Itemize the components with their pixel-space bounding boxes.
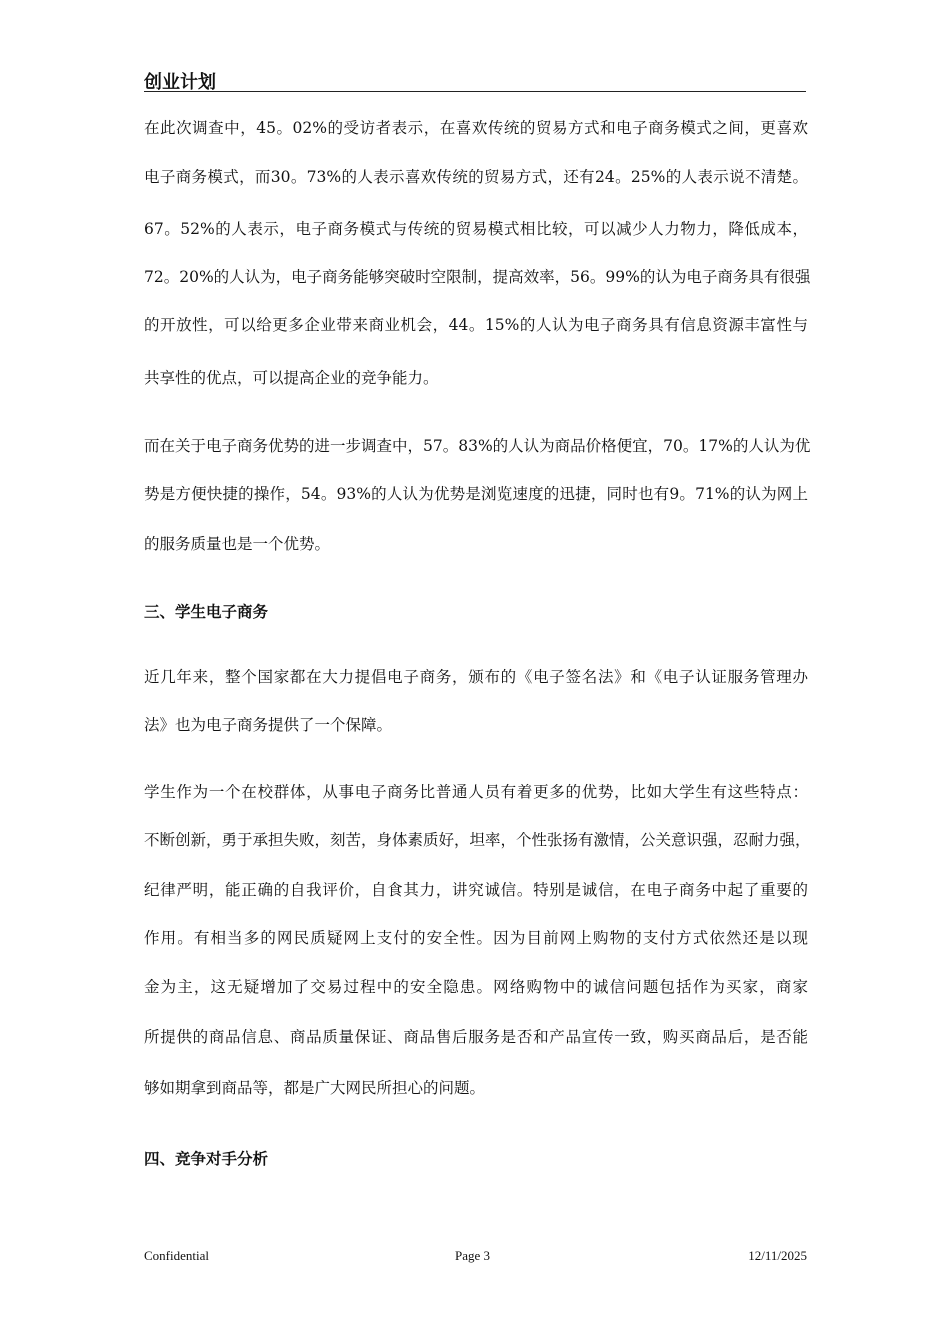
footer-confidential: Confidential bbox=[144, 1248, 209, 1263]
text-line: 72。20%的人认为，电子商务能够突破时空限制，提高效率，56。99%的认为电子商务具有很强 bbox=[144, 268, 811, 286]
footer-page-number: Page 3 bbox=[455, 1248, 491, 1263]
text-line: 金为主，这无疑增加了交易过程中的安全隐患。网络购物中的诚信问题包括作为买家，商家 bbox=[144, 978, 808, 996]
text-line: 而在关于电子商务优势的进一步调查中，57。83%的人认为商品价格便宜，70。17%的人认为优 bbox=[144, 437, 811, 455]
text-line: 作用。有相当多的网民质疑网上支付的安全性。因为目前网上购物的支付方式依然还是以现 bbox=[144, 929, 808, 947]
section-heading-4: 四、竞争对手分析 bbox=[144, 1150, 269, 1168]
text-line: 近几年来，整个国家都在大力提倡电子商务，颁布的《电子签名法》和《电子认证服务管理办 bbox=[144, 668, 808, 686]
text-line: 共享性的优点，可以提高企业的竞争能力。 bbox=[144, 369, 439, 387]
text-line: 的开放性，可以给更多企业带来商业机会，44。15%的人认为电子商务具有信息资源丰富性与 bbox=[144, 316, 808, 334]
header-rule bbox=[144, 91, 806, 92]
page-header-title: 创业计划 bbox=[144, 72, 216, 93]
text-line: 够如期拿到商品等，都是广大网民所担心的问题。 bbox=[144, 1079, 486, 1097]
text-line: 学生作为一个在校群体，从事电子商务比普通人员有着更多的优势，比如大学生有这些特点： bbox=[144, 783, 808, 801]
text-line: 67。52%的人表示，电子商务模式与传统的贸易模式相比较，可以减少人力物力，降低成本， bbox=[144, 220, 808, 238]
text-line: 所提供的商品信息、商品质量保证、商品售后服务是否和产品宣传一致，购买商品后，是否能 bbox=[144, 1028, 808, 1046]
text-line: 纪律严明，能正确的自我评价，自食其力，讲究诚信。特别是诚信，在电子商务中起了重要的 bbox=[144, 881, 808, 899]
text-line: 电子商务模式，而30。73%的人表示喜欢传统的贸易方式，还有24。25%的人表示说不清楚。 bbox=[144, 168, 808, 186]
section-heading-3: 三、学生电子商务 bbox=[144, 603, 269, 621]
text-line: 的服务质量也是一个优势。 bbox=[144, 535, 331, 553]
text-line: 势是方便快捷的操作，54。93%的人认为优势是浏览速度的迅捷，同时也有9。71%的认为网上 bbox=[144, 485, 808, 503]
text-line: 不断创新，勇于承担失败，刻苦，身体素质好，坦率，个性张扬有激情，公关意识强，忍耐力强， bbox=[144, 831, 811, 849]
text-line: 法》也为电子商务提供了一个保障。 bbox=[144, 716, 393, 734]
text-line: 在此次调查中，45。02%的受访者表示，在喜欢传统的贸易方式和电子商务模式之间，更喜欢 bbox=[144, 119, 808, 137]
footer-date: 12/11/2025 bbox=[748, 1248, 807, 1263]
